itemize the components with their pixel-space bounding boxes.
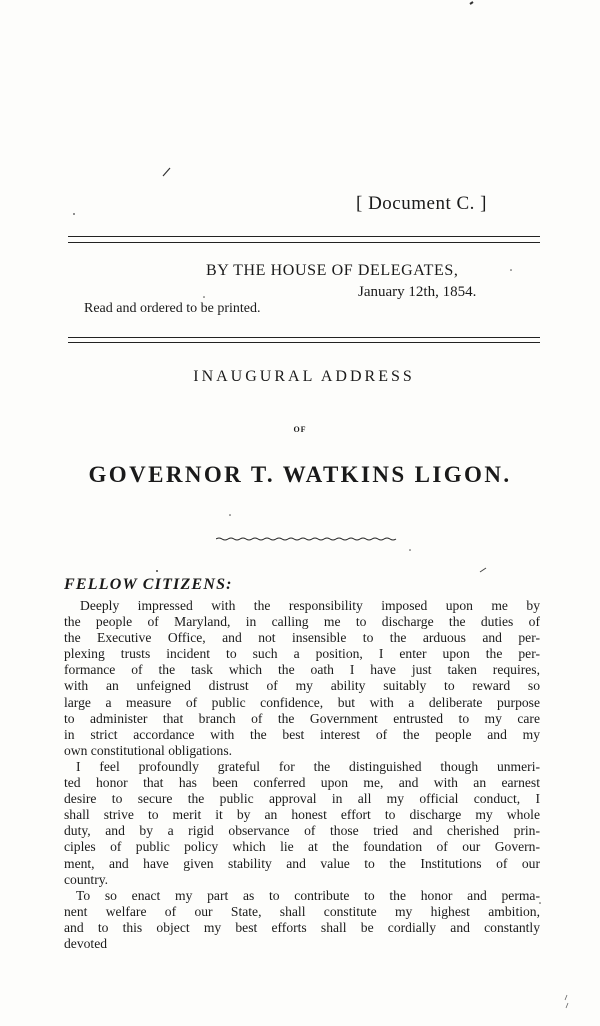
text-line: large a measure of public confidence, but with a deliberate purpose bbox=[64, 694, 540, 710]
text-line: ted honor that has been conferred upon me, and with an earnest bbox=[64, 775, 540, 791]
paragraph-1 bbox=[64, 598, 540, 759]
document-label: [ Document C. ] bbox=[356, 193, 487, 214]
text-line: formance of the task which the oath I have just taken requires, bbox=[64, 662, 540, 678]
text-line: in strict accordance with the best interest of the people and my bbox=[64, 726, 540, 742]
text-line: I feel profoundly grateful for the distinguished though unmeri- bbox=[76, 758, 540, 774]
header-rule-bottom-second bbox=[68, 342, 540, 343]
header-rule-bottom bbox=[68, 337, 540, 338]
text-line: plexing trusts incident to such a position, I enter upon the per- bbox=[64, 646, 540, 662]
text-line: shall strive to merit it by an honest effort to discharge my whole bbox=[64, 807, 540, 823]
text-line: devoted bbox=[64, 935, 108, 951]
text-line: duty, and by a rigid observance of those tried and cherished prin- bbox=[64, 823, 540, 839]
paragraph-2 bbox=[64, 759, 540, 888]
text-line: desire to secure the public approval in all my official conduct, I bbox=[64, 791, 540, 807]
text-line: the people of Maryland, in calling me to discharge the duties of bbox=[64, 614, 540, 630]
read-order-note: Read and ordered to be printed. bbox=[84, 301, 261, 316]
address-body bbox=[64, 598, 540, 952]
salutation: FELLOW CITIZENS: bbox=[64, 576, 233, 593]
document-date: January 12th, 1854. bbox=[358, 284, 477, 300]
text-line: ment, and have given stability and value to the Institutions of our bbox=[64, 855, 540, 871]
text-line: the Executive Office, and not insensible to the arduous and per- bbox=[64, 630, 540, 646]
address-title: INAUGURAL ADDRESS bbox=[193, 368, 415, 385]
title-of: OF bbox=[293, 425, 307, 434]
text-line: nent welfare of our State, shall constitute my highest ambition, bbox=[64, 903, 540, 919]
text-line: to administer that branch of the Government entrusted to my care bbox=[64, 710, 540, 726]
governor-title: GOVERNOR T. WATKINS LIGON. bbox=[88, 462, 512, 487]
paragraph-3 bbox=[64, 888, 540, 952]
text-line: ciples of public policy which lie at the foundation of our Govern- bbox=[64, 839, 540, 855]
header-rule-top-second bbox=[68, 242, 540, 243]
text-line: with an unfeigned distrust of my ability suitably to reward so bbox=[64, 678, 540, 694]
text-line: Deeply impressed with the responsibility imposed upon me by bbox=[80, 598, 540, 613]
header-rule-top bbox=[68, 236, 540, 237]
text-line: and to this object my best efforts shall be cordially and constantly bbox=[64, 919, 540, 935]
text-line: country. bbox=[64, 871, 109, 887]
house-of-delegates-heading: BY THE HOUSE OF DELEGATES, bbox=[206, 262, 459, 279]
text-line: To so enact my part as to contribute to the honor and perma- bbox=[76, 887, 540, 903]
ornamental-divider bbox=[216, 537, 398, 541]
text-line: own constitutional obligations. bbox=[64, 742, 233, 758]
